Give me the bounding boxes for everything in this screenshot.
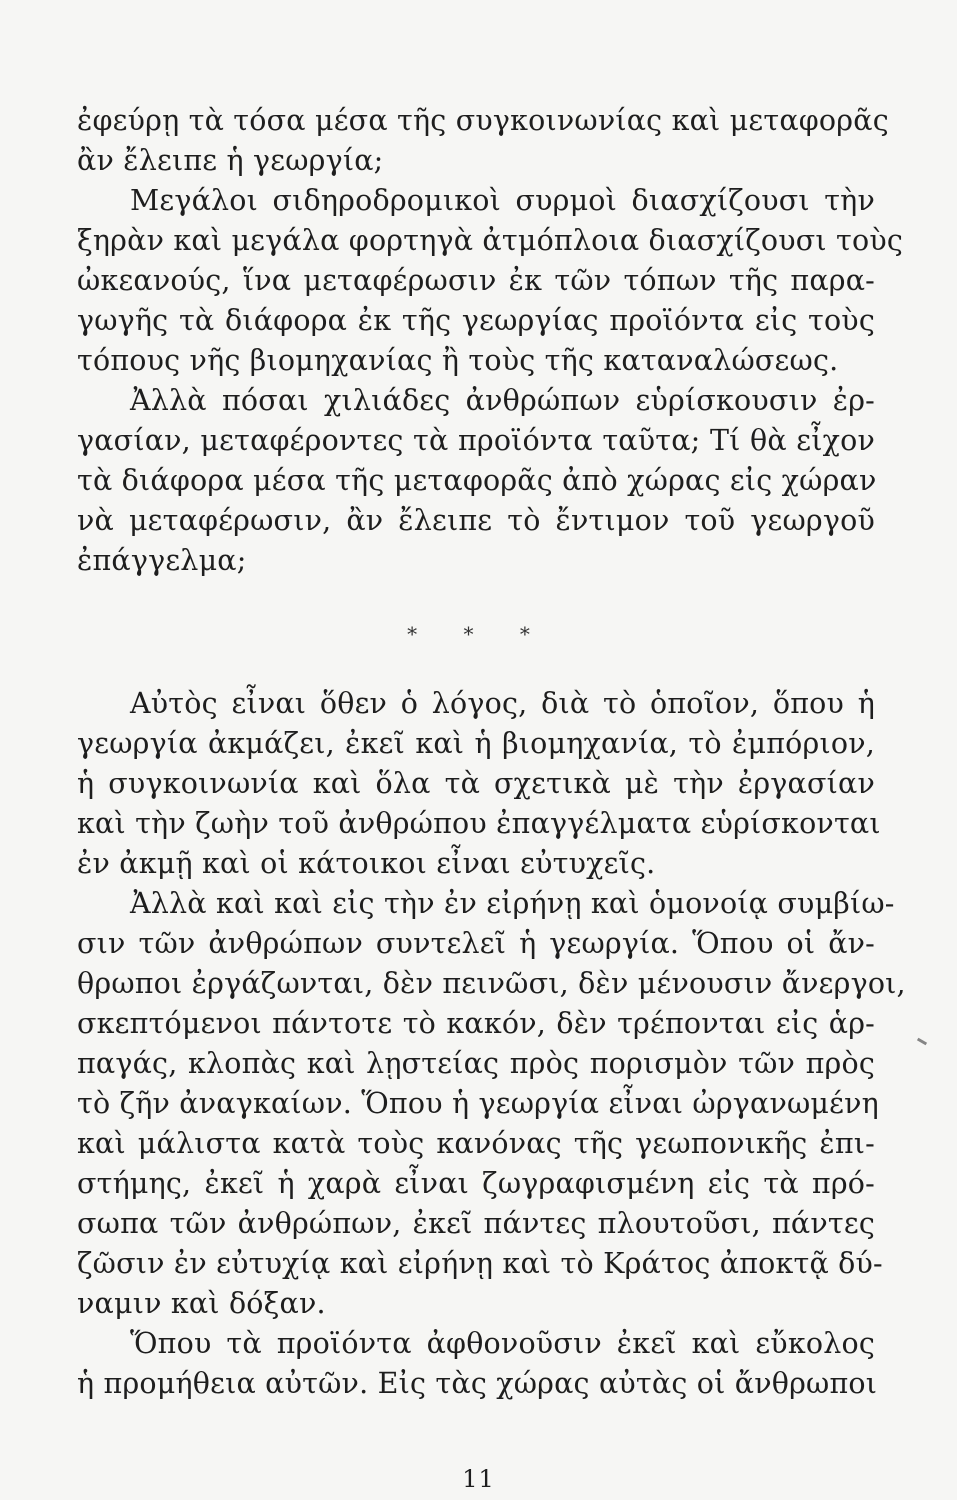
text-line: ἐπάγγελμα; [77, 544, 247, 577]
section-separator: * * * [407, 622, 550, 646]
text-line: Μεγάλοι σιδηροδρομικοὶ συρμοὶ διασχίζουσι τὴν [130, 184, 875, 217]
text-line: τὸ ζῆν ἀναγκαίων. Ὅπου ἡ γεωργία εἶναι ὠργανωμένη [77, 1087, 879, 1120]
text-line: παγάς, κλοπὰς καὶ λῃστείας πρὸς πορισμὸν τῶν πρὸς [77, 1047, 875, 1080]
text-line: ἐν ἀκμῇ καὶ οἱ κάτοικοι εἶναι εὐτυχεῖς. [77, 847, 656, 880]
text-line: σκεπτόμενοι πάντοτε τὸ κακόν, δὲν τρέπονται εἰς ἁρ- [77, 1007, 875, 1040]
scan-mark [917, 1038, 927, 1046]
page-number: 11 [462, 1465, 495, 1493]
text-line: καὶ τὴν ζωὴν τοῦ ἀνθρώπου ἐπαγγέλματα εὑρίσκονται [77, 807, 881, 840]
text-line: ἡ συγκοινωνία καὶ ὅλα τὰ σχετικὰ μὲ τὴν ἐργασίαν [77, 767, 875, 800]
text-line: ζῶσιν ἐν εὐτυχίᾳ καὶ εἰρήνῃ καὶ τὸ Κράτος ἀποκτᾷ δύ- [77, 1247, 883, 1280]
text-line: ὠκεανούς, ἵνα μεταφέρωσιν ἐκ τῶν τόπων τῆς παρα- [77, 264, 875, 297]
text-line: ἡ προμήθεια αὐτῶν. Εἰς τὰς χώρας αὐτὰς οἱ ἄνθρωποι [77, 1367, 878, 1400]
text-line: γασίαν, μεταφέροντες τὰ προϊόντα ταῦτα; Τί θὰ εἶχον [77, 424, 875, 457]
text-line: Αὐτὸς εἶναι ὅθεν ὁ λόγος, διὰ τὸ ὁποῖον, ὅπου ἡ [130, 687, 875, 720]
text-line: στήμης, ἐκεῖ ἡ χαρὰ εἶναι ζωγραφισμένη εἰς τὰ πρό- [77, 1167, 875, 1200]
text-line: ἂν ἔλειπε ἡ γεωργία; [77, 144, 384, 177]
text-line: γεωργία ἀκμάζει, ἐκεῖ καὶ ἡ βιομηχανία, τὸ ἐμπόριον, [77, 727, 875, 760]
text-line: καὶ μάλιστα κατὰ τοὺς κανόνας τῆς γεωπονικῆς ἐπι- [77, 1127, 875, 1160]
text-line: σωπα τῶν ἀνθρώπων, ἐκεῖ πάντες πλουτοῦσι, πάντες [77, 1207, 875, 1240]
text-line: ξηρὰν καὶ μεγάλα φορτηγὰ ἀτμόπλοια διασχίζουσι τοὺς [77, 224, 904, 257]
text-line: Ἀλλὰ πόσαι χιλιάδες ἀνθρώπων εὑρίσκουσιν ἐρ- [130, 384, 875, 417]
text-line: Ἀλλὰ καὶ καὶ εἰς τὴν ἐν εἰρήνῃ καὶ ὁμονοίᾳ συμβίω- [130, 887, 895, 920]
text-line: νὰ μεταφέρωσιν, ἂν ἔλειπε τὸ ἔντιμον τοῦ γεωργοῦ [77, 504, 875, 537]
text-line: Ὅπου τὰ προϊόντα ἀφθονοῦσιν ἐκεῖ καὶ εὔκολος [130, 1327, 875, 1360]
text-line: γωγῆς τὰ διάφορα ἐκ τῆς γεωργίας προϊόντα εἰς τοὺς [77, 304, 875, 337]
text-line: τὰ διάφορα μέσα τῆς μεταφορᾶς ἀπὸ χώρας εἰς χώραν [77, 464, 877, 497]
text-line: τόπους νῆς βιομηχανίας ἢ τοὺς τῆς καταναλώσεως. [77, 344, 839, 377]
text-line: ἐφεύρῃ τὰ τόσα μέσα τῆς συγκοινωνίας καὶ μεταφορᾶς [77, 104, 889, 137]
text-line: θρωποι ἐργάζωνται, δὲν πεινῶσι, δὲν μένουσιν ἄνεργοι, [77, 967, 906, 1000]
text-line: ναμιν καὶ δόξαν. [77, 1287, 326, 1320]
text-line: σιν τῶν ἀνθρώπων συντελεῖ ἡ γεωργία. Ὅπου οἱ ἄν- [77, 927, 875, 960]
